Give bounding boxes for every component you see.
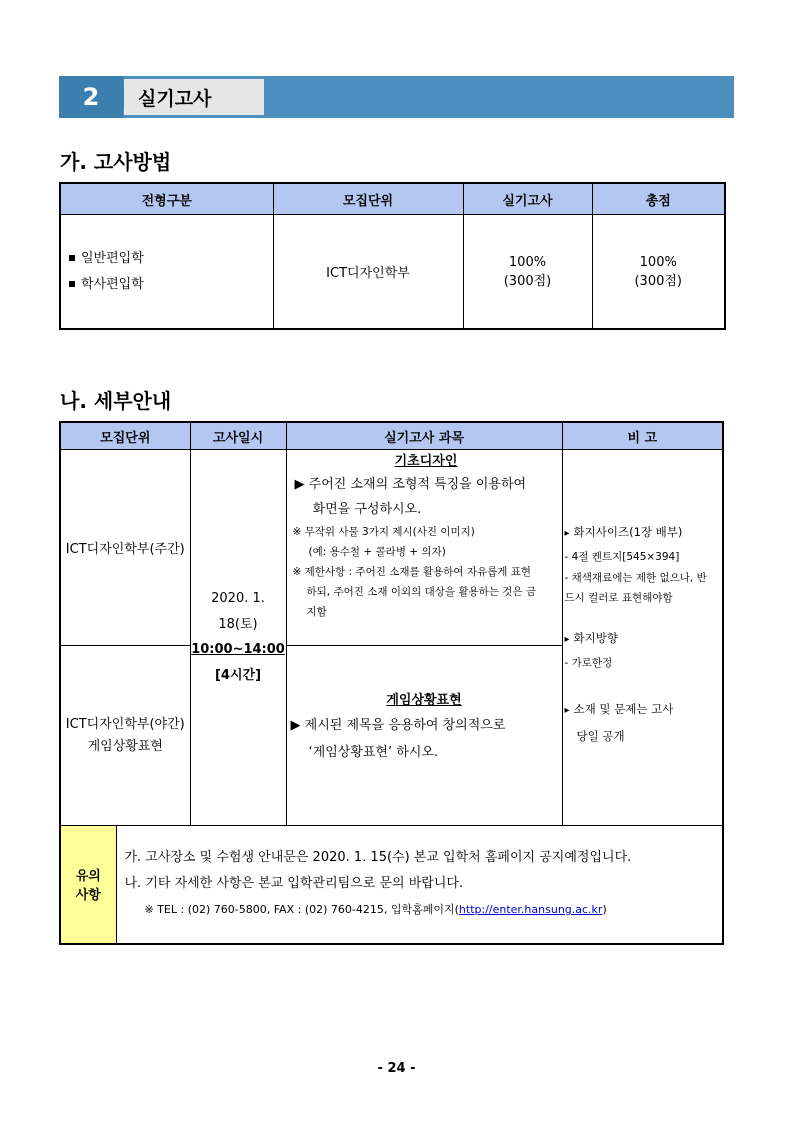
- subject-basic-title: 기초디자인: [394, 454, 458, 469]
- subject-basic-note3: ※ 제한사항 : 주어진 소재를 활용하여 자유롭게 표현: [292, 566, 532, 578]
- subject-game-cell: [286, 646, 562, 826]
- remark-7: 소재 및 문제는 고사: [573, 702, 674, 716]
- method-table: [59, 182, 726, 330]
- triangle-icon: ▸: [564, 705, 570, 716]
- total-points: (300점): [634, 273, 682, 289]
- section-number: 2: [59, 76, 123, 118]
- method-header-unit: 모집단위: [273, 183, 463, 215]
- total-percent: 100%: [639, 254, 677, 270]
- homepage-link[interactable]: http://enter.hansung.ac.kr: [458, 903, 603, 917]
- method-unit: ICT디자인학부: [273, 215, 463, 330]
- notice-contact: ※ TEL : (02) 760-5800, FAX : (02) 760-4215, 입학홈페이지(: [144, 903, 459, 917]
- details-heading: 나. 세부안내: [60, 389, 172, 413]
- subject-game-line2: ‘게임상황표현’ 하시오.: [308, 745, 439, 760]
- page-number: - 24 -: [377, 1061, 416, 1076]
- subject-basic-note2: (예: 용수철 + 콜라병 + 의자): [308, 546, 446, 558]
- remark-1: 화지사이즈(1장 배부): [573, 525, 683, 539]
- remark-6: - 가로한정: [564, 657, 613, 669]
- remark-8: 당일 공개: [576, 729, 625, 743]
- notice-content-cell: [116, 826, 723, 944]
- exam-date: 2020. 1. 18(토): [211, 590, 265, 632]
- notice-line-2: 나. 기타 자세한 사항은 본교 입학관리팀으로 문의 바랍니다.: [124, 876, 464, 892]
- unit-night: ICT디자인학부(야간): [65, 716, 185, 732]
- remarks-cell: [562, 450, 723, 826]
- remark-4: 드시 컬러로 표현해야함: [564, 592, 673, 604]
- subject-basic-line2: 화면을 구성하시오.: [312, 502, 422, 517]
- method-heading: 가. 고사방법: [60, 150, 172, 174]
- exam-duration: [4시간]: [214, 667, 262, 683]
- method-type-cell: [60, 215, 273, 330]
- details-table: [59, 421, 724, 945]
- triangle-icon: ▸: [564, 634, 570, 645]
- bullet-icon: [69, 281, 75, 287]
- subject-game-title: 게임상황표현: [386, 693, 462, 708]
- unit-night-major: 게임상황표현: [87, 738, 163, 754]
- exam-date-cell: [190, 450, 286, 826]
- section-title: 실기고사: [124, 79, 264, 115]
- remark-5: 화지방향: [573, 631, 618, 645]
- unit-day: ICT디자인학부(주간): [60, 450, 190, 646]
- details-header-date: 고사일시: [190, 422, 286, 450]
- remark-3: - 채색재료에는 제한 없으나, 반: [564, 572, 707, 584]
- subject-basic-note4: 하되, 주어진 소재 이외의 대상을 활용하는 것은 금: [306, 586, 537, 598]
- method-header-practical: 실기고사: [463, 183, 592, 215]
- method-header-total: 총점: [592, 183, 725, 215]
- triangle-icon: ▸: [564, 528, 570, 539]
- subject-game-line1: ▶ 제시된 제목을 응용하여 창의적으로: [290, 718, 506, 733]
- practical-percent: 100%: [508, 254, 547, 270]
- details-header-unit: 모집단위: [60, 422, 190, 450]
- exam-time: 10:00~14:00: [191, 641, 285, 657]
- notice-label-cell: [60, 826, 116, 944]
- unit-night-cell: [60, 646, 190, 826]
- type-general: 일반편입학: [81, 250, 144, 266]
- subject-basic-line1: ▶ 주어진 소재의 조형적 특징을 이용하여: [294, 477, 527, 492]
- notice-contact-end: ): [602, 903, 607, 917]
- remark-2: - 4절 켄트지[545×394]: [564, 551, 680, 563]
- subject-basic-note1: ※ 무작위 사물 3가지 제시(사진 이미지): [292, 526, 475, 538]
- details-header-remarks: 비 고: [562, 422, 723, 450]
- notice-line-1: 가. 고사장소 및 수험생 안내문은 2020. 1. 15(수) 본교 입학처 홈페이지 공지예정입니다.: [124, 850, 632, 866]
- bullet-icon: [69, 255, 75, 261]
- practical-points: (300점): [503, 273, 552, 289]
- details-header-subject: 실기고사 과목: [286, 422, 562, 450]
- method-practical-cell: [463, 215, 592, 330]
- method-header-type: 전형구분: [60, 183, 273, 215]
- type-bachelor: 학사편입학: [81, 276, 144, 292]
- method-total-cell: [592, 215, 725, 330]
- notice-label-1: 유의: [75, 869, 101, 885]
- subject-basic-note5: 지함: [306, 606, 327, 618]
- notice-line-3: [125, 897, 723, 923]
- subject-basic-cell: [286, 450, 562, 646]
- notice-label-2: 사항: [75, 888, 101, 904]
